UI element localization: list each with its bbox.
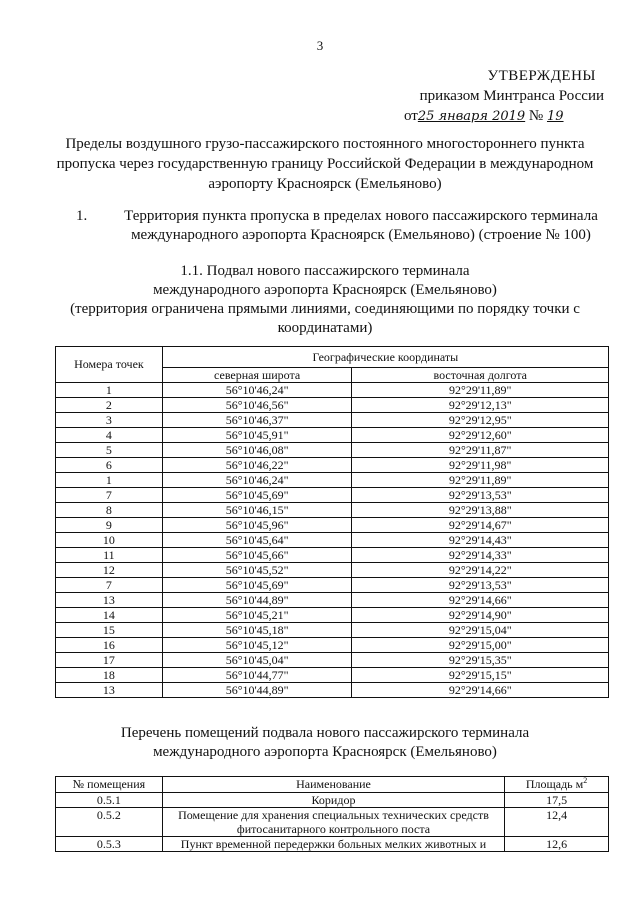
table-row [56, 548, 609, 563]
room-number-cell: 0.5.1 [56, 793, 163, 808]
rooms-list-title-line-2: международного аэропорта Красноярск (Емельяново) [153, 744, 497, 760]
table-row [56, 473, 609, 488]
point-number-cell: 14 [56, 608, 163, 623]
longitude-cell: 92°29'14,67" [352, 518, 609, 533]
col-header-room-area [505, 777, 609, 793]
point-number-cell: 2 [56, 398, 163, 413]
latitude-cell: 56°10'45,52" [162, 563, 352, 578]
approval-date-line [404, 106, 604, 127]
point-number-cell: 13 [56, 683, 163, 698]
latitude-cell: 56°10'44,89" [162, 593, 352, 608]
point-number-cell: 7 [56, 488, 163, 503]
room-area-cell: 12,4 [505, 808, 609, 837]
latitude-cell: 56°10'45,64" [162, 533, 352, 548]
table-row [56, 458, 609, 473]
longitude-cell: 92°29'14,43" [352, 533, 609, 548]
latitude-cell: 56°10'46,56" [162, 398, 352, 413]
subsection-line-2: международного аэропорта Красноярск (Емельяново) [153, 282, 497, 298]
table-row [56, 563, 609, 578]
longitude-cell: 92°29'14,90" [352, 608, 609, 623]
section-1-text: Территория пункта пропуска в пределах нового пассажирского терминала международного аэропорта Красноярск (Емельяново) (строение № 100) [124, 208, 598, 243]
table-row [56, 503, 609, 518]
handwritten-number: 19 [546, 109, 564, 124]
longitude-cell: 92°29'11,89" [352, 383, 609, 398]
point-number-cell: 12 [56, 563, 163, 578]
room-number-cell: 0.5.3 [56, 837, 163, 852]
latitude-cell: 56°10'46,08" [162, 443, 352, 458]
col-header-room-no: № помещения [56, 777, 163, 793]
point-number-cell: 7 [56, 578, 163, 593]
latitude-cell: 56°10'45,69" [162, 578, 352, 593]
table-row [56, 398, 609, 413]
table-row [56, 638, 609, 653]
subsection-line-1: 1.1. Подвал нового пассажирского терминала [180, 263, 470, 279]
rooms-table-body [56, 793, 609, 852]
page-number: 3 [316, 38, 324, 53]
subsection-title [40, 262, 610, 338]
latitude-cell: 56°10'46,37" [162, 413, 352, 428]
subsection-line-3: (территория ограничена прямыми линиями, соединяющими по порядку точки с координатами) [70, 301, 580, 336]
table-row [56, 808, 609, 837]
point-number-cell: 1 [56, 383, 163, 398]
table-row [56, 428, 609, 443]
col-header-room-name: Наименование [162, 777, 504, 793]
rooms-list-title-line-1: Перечень помещений подвала нового пассажирского терминала [120, 725, 530, 741]
point-number-cell: 3 [56, 413, 163, 428]
coordinates-table-body [56, 383, 609, 698]
latitude-cell: 56°10'45,66" [162, 548, 352, 563]
table-row [56, 608, 609, 623]
latitude-cell: 56°10'45,69" [162, 488, 352, 503]
col-header-geo: Географические координаты [162, 347, 608, 368]
table-row [56, 623, 609, 638]
point-number-cell: 1 [56, 473, 163, 488]
point-number-cell: 8 [56, 503, 163, 518]
table-row [56, 488, 609, 503]
longitude-cell: 92°29'12,13" [352, 398, 609, 413]
point-number-cell: 15 [56, 623, 163, 638]
rooms-table [55, 776, 609, 852]
col-header-points: Номера точек [56, 347, 163, 383]
table-row [56, 668, 609, 683]
col-header-lat: северная широта [162, 368, 352, 383]
table-row [56, 533, 609, 548]
rooms-list-title [40, 724, 610, 762]
latitude-cell: 56°10'44,89" [162, 683, 352, 698]
table-row [56, 683, 609, 698]
latitude-cell: 56°10'45,96" [162, 518, 352, 533]
longitude-cell: 92°29'15,35" [352, 653, 609, 668]
longitude-cell: 92°29'13,53" [352, 578, 609, 593]
col-header-lon: восточная долгота [352, 368, 609, 383]
longitude-cell: 92°29'14,66" [352, 593, 609, 608]
longitude-cell: 92°29'13,88" [352, 503, 609, 518]
latitude-cell: 56°10'44,77" [162, 668, 352, 683]
latitude-cell: 56°10'46,24" [162, 383, 352, 398]
point-number-cell: 10 [56, 533, 163, 548]
longitude-cell: 92°29'15,15" [352, 668, 609, 683]
longitude-cell: 92°29'13,53" [352, 488, 609, 503]
approval-order: приказом Минтранса России [419, 88, 604, 104]
table-row [56, 653, 609, 668]
point-number-cell: 11 [56, 548, 163, 563]
coordinates-table [55, 346, 609, 698]
longitude-cell: 92°29'11,98" [352, 458, 609, 473]
handwritten-date: 25 января 2019 [417, 109, 526, 124]
room-name-cell: Коридор [162, 793, 504, 808]
point-number-cell: 18 [56, 668, 163, 683]
longitude-cell: 92°29'12,95" [352, 413, 609, 428]
latitude-cell: 56°10'46,22" [162, 458, 352, 473]
table-row [56, 383, 609, 398]
section-1 [76, 207, 616, 245]
table-row [56, 593, 609, 608]
table-row [56, 443, 609, 458]
latitude-cell: 56°10'46,15" [162, 503, 352, 518]
latitude-cell: 56°10'46,24" [162, 473, 352, 488]
document-title: Пределы воздушного грузо-пассажирского постоянного многостороннего пункта пропуска через государственную границу Российской Федерации в международном аэропорту Красноярск (Емельяново) [56, 136, 594, 192]
longitude-cell: 92°29'12,60" [352, 428, 609, 443]
room-number-cell: 0.5.2 [56, 808, 163, 837]
point-number-cell: 6 [56, 458, 163, 473]
latitude-cell: 56°10'45,21" [162, 608, 352, 623]
number-prefix: № [528, 108, 544, 124]
longitude-cell: 92°29'14,33" [352, 548, 609, 563]
latitude-cell: 56°10'45,04" [162, 653, 352, 668]
point-number-cell: 17 [56, 653, 163, 668]
room-area-cell: 12,6 [505, 837, 609, 852]
room-name-cell: Помещение для хранения специальных технических средств фитосанитарного контрольного поста [162, 808, 504, 837]
longitude-cell: 92°29'15,04" [352, 623, 609, 638]
longitude-cell: 92°29'11,87" [352, 443, 609, 458]
point-number-cell: 5 [56, 443, 163, 458]
latitude-cell: 56°10'45,12" [162, 638, 352, 653]
table-row [56, 578, 609, 593]
table-row [56, 793, 609, 808]
date-prefix: от [404, 108, 418, 124]
point-number-cell: 13 [56, 593, 163, 608]
latitude-cell: 56°10'45,91" [162, 428, 352, 443]
area-label: Площадь м [525, 777, 584, 791]
approval-title: УТВЕРЖДЕНЫ [487, 68, 596, 84]
point-number-cell: 16 [56, 638, 163, 653]
area-unit-sup: 2 [583, 776, 588, 785]
table-row [56, 518, 609, 533]
point-number-cell: 9 [56, 518, 163, 533]
room-name-cell: Пункт временной передержки больных мелких животных и [162, 837, 504, 852]
longitude-cell: 92°29'14,66" [352, 683, 609, 698]
longitude-cell: 92°29'11,89" [352, 473, 609, 488]
approval-block [404, 66, 604, 127]
table-row [56, 413, 609, 428]
room-area-cell: 17,5 [505, 793, 609, 808]
latitude-cell: 56°10'45,18" [162, 623, 352, 638]
point-number-cell: 4 [56, 428, 163, 443]
longitude-cell: 92°29'15,00" [352, 638, 609, 653]
table-row [56, 837, 609, 852]
longitude-cell: 92°29'14,22" [352, 563, 609, 578]
section-1-number: 1. [76, 208, 88, 224]
